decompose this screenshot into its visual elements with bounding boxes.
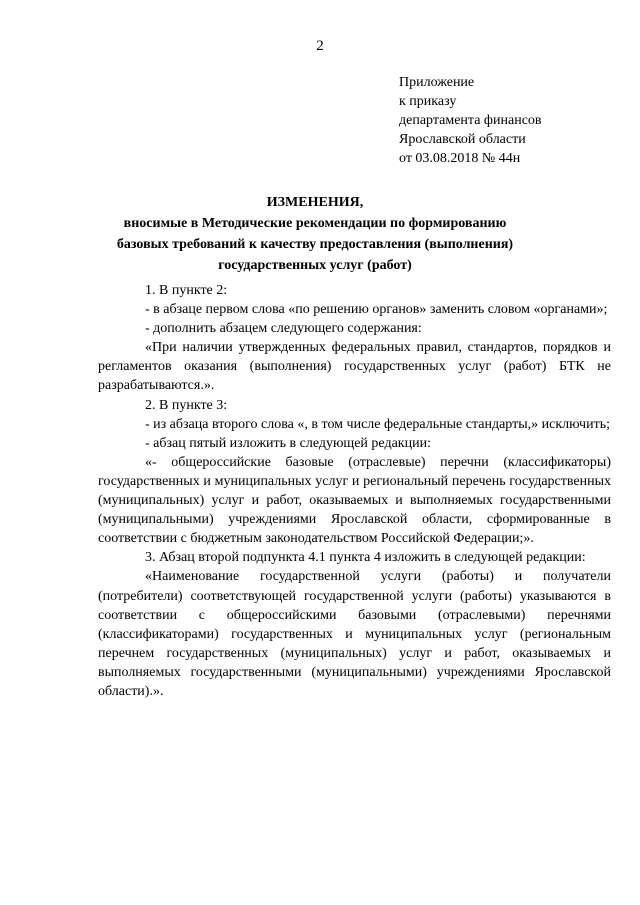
appendix-line: департамента финансов xyxy=(399,113,542,128)
body-paragraph: 2. В пункте 3: xyxy=(145,397,228,413)
body-paragraph: «При наличии утвержденных федеральных правил, стандартов, порядков и регламентов оказания (выполнения) государственных услуг (работ) БТК не разрабатываются.». xyxy=(98,340,611,394)
title-heading: ИЗМЕНЕНИЯ, xyxy=(266,195,364,210)
body-paragraph: «Наименование государственной услуги (работы) и получатели (потребители) соответствующей государственной услуги (работы) указываются в соответствии с общероссийскими базовыми (отраслевыми) перечнями (классификаторами) государственных и муниципальных услуг (региональным перечнем государственных (муниципальных) услуг и работ, оказываемых и выполняемых государственными (муниципальными) учреждениями Ярославской области).». xyxy=(98,569,611,699)
body-paragraph: 1. В пункте 2: xyxy=(145,283,228,298)
body-paragraph: - абзац пятый изложить в следующей редакции: xyxy=(145,435,431,451)
body-paragraph: - из абзаца второго слова «, в том числе федеральные стандарты,» исключить; xyxy=(145,416,610,432)
title-subtitle: вносимые в Методические рекомендации по формированию базовых требований к качеству предоставления (выполнения) государственных услуг (работ) xyxy=(116,216,514,273)
appendix-block xyxy=(399,73,542,168)
body-paragraph: «- общероссийские базовые (отраслевые) перечни (классификаторы) государственных и муниципальных услуг и региональный перечень государственных (муниципальных) услуг и работ, оказываемых и выполняемых государственными (муниципальными) учреждениями Ярославской области, сформированные в соответствии с бюджетным законодательством Российской Федерации;». xyxy=(98,454,611,547)
document-title xyxy=(100,192,530,276)
page-number: 2 xyxy=(316,38,324,54)
appendix-line: Ярославской области xyxy=(399,132,526,147)
document-body xyxy=(98,281,611,701)
appendix-line: к приказу xyxy=(399,94,457,109)
body-paragraph: - в абзаце первом слова «по решению органов» заменить словом «органами»; xyxy=(145,302,608,318)
appendix-line: от 03.08.2018 № 44н xyxy=(399,151,521,166)
body-paragraph: 3. Абзац второй подпункта 4.1 пункта 4 изложить в следующей редакции: xyxy=(145,550,586,566)
appendix-line: Приложение xyxy=(399,75,475,90)
body-paragraph: - дополнить абзацем следующего содержания: xyxy=(145,321,422,337)
